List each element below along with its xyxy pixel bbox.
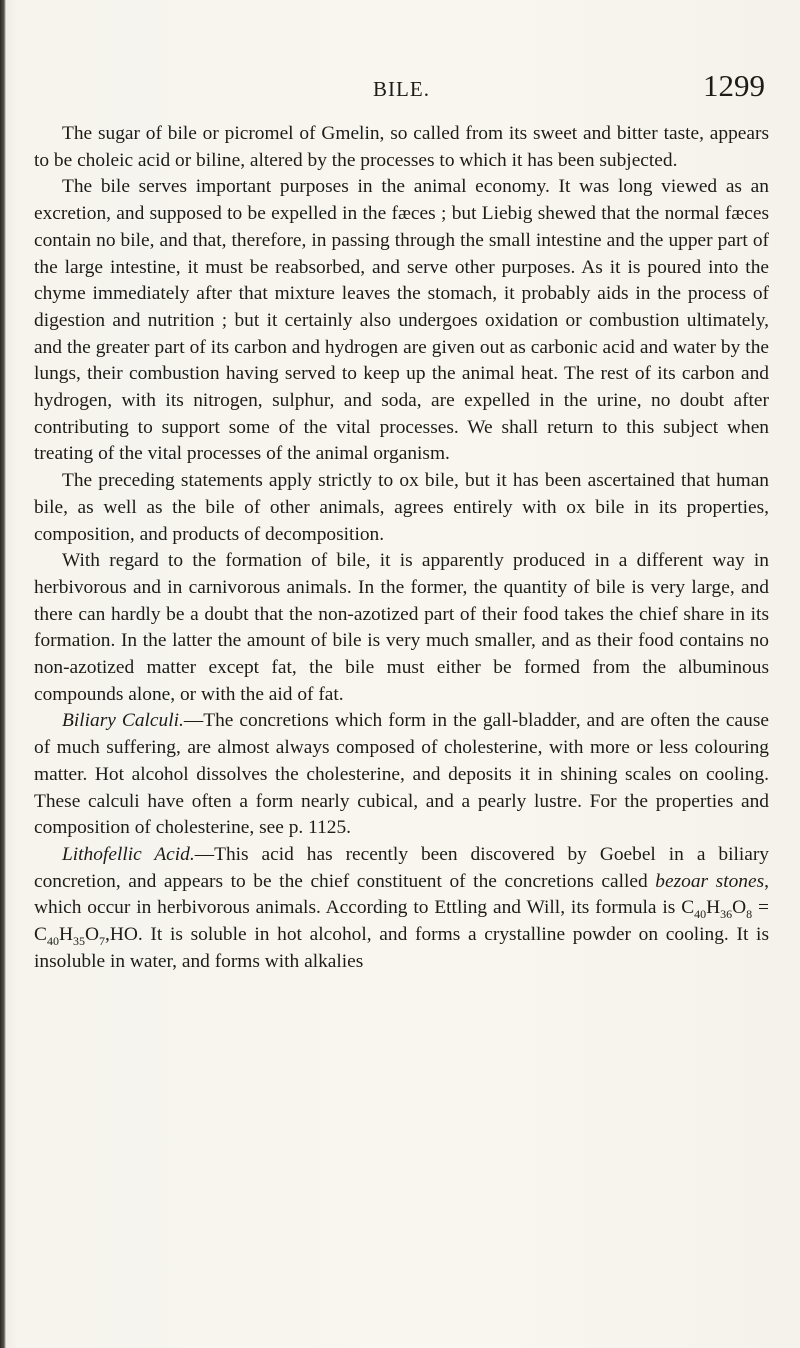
binding-edge	[0, 0, 6, 1348]
term: bezoar stones	[655, 870, 765, 892]
chemical-formula: $C_{40}H_{36}O_8 = C_{40}H_{35}O_7,HO$.	[34, 897, 769, 949]
body-text	[34, 121, 769, 976]
paragraph-text: It is soluble in hot alcohol, and forms a crystalline powder on cooling. It is insoluble in water, and forms with alkalies	[34, 924, 769, 972]
paragraph	[34, 708, 769, 842]
paragraph-text: —This acid has recently been discovered by Goebel in a biliary concretion, and appears to be the chief constituent of the concretions called	[34, 843, 769, 892]
running-title: BILE.	[373, 77, 430, 101]
section-heading: Lithofellic Acid.	[62, 843, 195, 865]
paragraph: The preceding statements apply strictly to ox bile, but it has been ascertained that human bile, as well as the bile of other animals, agrees entirely with ox bile in its properties, composition, and products of decomposition.	[34, 470, 769, 545]
paragraph-text: —The concretions which form in the gall-bladder, and are often the cause of much suffering, are almost always composed of cholesterine, with more or less colouring matter. Hot alcohol dissolves the cholesterine, and deposits it in shining scales on cooling. These calculi have often a form nearly cubical, and a pearly lustre. For the properties and composition of cholesterine, see p. 1125.	[34, 710, 769, 839]
paragraph-text: , which occur in herbivorous animals. According to Ettling and Will, its formula is	[34, 870, 769, 919]
paragraph: The bile serves important purposes in the animal economy. It was long viewed as an excretion, and supposed to be expelled in the fæces ; but Liebig shewed that the normal fæces contain no bile, and that, therefore, in passing through the small intestine and the upper part of the large intestine, it must be reabsorbed, and serve other purposes. As it is poured into the chyme immediately after that mixture leaves the stomach, it probably aids in the process of digestion and nutrition ; but it certainly also undergoes oxidation or combustion ultimately, and the greater part of its carbon and hydrogen are given out as carbonic acid and water by the lungs, their combustion having served to keep up the animal heat. The rest of its carbon and hydrogen, with its nitrogen, sulphur, and soda, are expelled in the urine, no doubt after contributing to support some of the vital processes. We shall return to this subject when treating of the vital processes of the animal organism.	[34, 176, 769, 465]
page-number: 1299	[703, 68, 765, 103]
paragraph: The sugar of bile or picromel of Gmelin, so called from its sweet and bitter taste, appears to be choleic acid or biline, altered by the processes to which it has been subjected.	[34, 123, 769, 171]
section-heading: Biliary Calculi.	[62, 710, 184, 732]
paragraph	[34, 842, 769, 976]
paragraph: With regard to the formation of bile, it is apparently produced in a different way in herbivorous and in carnivorous animals. In the former, the quantity of bile is very large, and there can hardly be a doubt that the non-azotized part of their food takes the chief share in its formation. In the latter the amount of bile is very much smaller, and as their food contains no non-azotized matter except fat, the bile must either be formed from the albuminous compounds alone, or with the aid of fat.	[34, 550, 769, 705]
page-header	[34, 68, 769, 108]
